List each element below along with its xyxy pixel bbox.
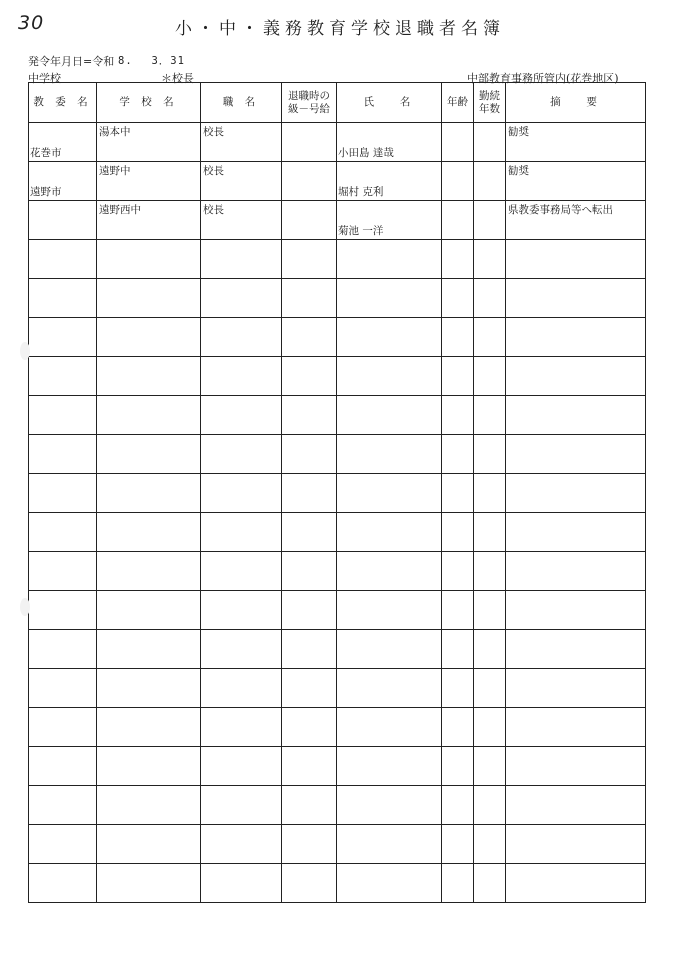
name-cell <box>337 708 442 747</box>
service-cell <box>474 513 506 552</box>
title-cell <box>201 513 282 552</box>
empty-row <box>29 864 646 903</box>
remarks-text: 勧奨 <box>508 126 529 138</box>
name-cell <box>337 201 442 240</box>
empty-row <box>29 552 646 591</box>
empty-row <box>29 240 646 279</box>
grade-cell <box>282 201 337 240</box>
board-cell <box>29 240 97 279</box>
name-cell <box>337 357 442 396</box>
issue-date-value: 8. 3．31 <box>118 55 185 67</box>
school-cell <box>97 435 201 474</box>
empty-row <box>29 669 646 708</box>
header-school: 学 校 名 <box>97 83 201 123</box>
empty-row <box>29 513 646 552</box>
school-cell <box>97 396 201 435</box>
remarks-cell <box>506 318 646 357</box>
board-cell <box>29 279 97 318</box>
header-name: 氏 名 <box>337 83 442 123</box>
name-cell <box>337 279 442 318</box>
school-cell <box>97 630 201 669</box>
office-jurisdiction: 中部教育事務所管内(花巻地区) <box>467 72 619 85</box>
person-name: 小田島 達哉 <box>338 147 394 159</box>
service-cell <box>474 279 506 318</box>
age-cell <box>442 357 474 396</box>
board-cell <box>29 162 97 201</box>
name-cell <box>337 318 442 357</box>
service-cell <box>474 708 506 747</box>
school-cell <box>97 747 201 786</box>
name-cell <box>337 786 442 825</box>
school-cell <box>97 279 201 318</box>
name-cell <box>337 747 442 786</box>
service-cell <box>474 786 506 825</box>
name-cell <box>337 396 442 435</box>
job-title: 校長 <box>203 165 224 177</box>
remarks-cell <box>506 240 646 279</box>
title-cell <box>201 318 282 357</box>
school-cell <box>97 240 201 279</box>
header-service <box>474 83 506 123</box>
remarks-cell <box>506 864 646 903</box>
school-name: 遠野西中 <box>99 204 141 216</box>
board-cell <box>29 747 97 786</box>
title-cell <box>201 786 282 825</box>
person-name: 堀村 克利 <box>338 186 384 198</box>
header-row <box>29 83 646 123</box>
board-cell <box>29 435 97 474</box>
remarks-cell <box>506 825 646 864</box>
grade-cell <box>282 123 337 162</box>
remarks-cell <box>506 201 646 240</box>
age-cell <box>442 240 474 279</box>
document-title: 小・中・義務教育学校退職者名簿 <box>175 19 505 39</box>
empty-row <box>29 396 646 435</box>
board-cell <box>29 123 97 162</box>
table-row <box>29 201 646 240</box>
empty-row <box>29 591 646 630</box>
age-cell <box>442 162 474 201</box>
retirement-roster-table <box>28 82 646 903</box>
service-cell <box>474 591 506 630</box>
remarks-cell <box>506 630 646 669</box>
title-cell <box>201 552 282 591</box>
school-cell <box>97 474 201 513</box>
school-cell <box>97 786 201 825</box>
remarks-cell <box>506 123 646 162</box>
empty-row <box>29 825 646 864</box>
school-name: 湯本中 <box>99 126 131 138</box>
remarks-text: 県教委事務局等へ転出 <box>508 204 613 216</box>
name-cell <box>337 552 442 591</box>
remarks-cell <box>506 786 646 825</box>
grade-cell <box>282 864 337 903</box>
title-cell <box>201 864 282 903</box>
age-cell <box>442 552 474 591</box>
grade-cell <box>282 669 337 708</box>
grade-cell <box>282 591 337 630</box>
name-cell <box>337 162 442 201</box>
person-name: 菊池 一洋 <box>338 225 384 237</box>
age-cell <box>442 708 474 747</box>
service-cell <box>474 552 506 591</box>
title-cell <box>201 669 282 708</box>
grade-cell <box>282 162 337 201</box>
age-cell <box>442 435 474 474</box>
school-cell <box>97 318 201 357</box>
header-service-line1: 勤続 <box>479 89 500 102</box>
name-cell <box>337 123 442 162</box>
title-cell <box>201 396 282 435</box>
age-cell <box>442 279 474 318</box>
empty-row <box>29 318 646 357</box>
remarks-cell <box>506 591 646 630</box>
age-cell <box>442 591 474 630</box>
board-cell <box>29 513 97 552</box>
school-name: 遠野中 <box>99 165 131 177</box>
title-cell <box>201 162 282 201</box>
header-service-line2: 年数 <box>479 102 500 115</box>
board-cell <box>29 825 97 864</box>
service-cell <box>474 435 506 474</box>
header-grade-line1: 退職時の <box>288 89 330 102</box>
title-cell <box>201 825 282 864</box>
remarks-cell <box>506 669 646 708</box>
board-cell <box>29 396 97 435</box>
empty-row <box>29 357 646 396</box>
remarks-text: 勧奨 <box>508 165 529 177</box>
table-row <box>29 162 646 201</box>
table-row <box>29 123 646 162</box>
name-cell <box>337 864 442 903</box>
grade-cell <box>282 240 337 279</box>
age-cell <box>442 123 474 162</box>
school-cell <box>97 708 201 747</box>
empty-row <box>29 279 646 318</box>
remarks-cell <box>506 435 646 474</box>
board-cell <box>29 669 97 708</box>
service-cell <box>474 474 506 513</box>
grade-cell <box>282 279 337 318</box>
scan-artifact <box>20 598 30 616</box>
title-cell <box>201 279 282 318</box>
school-cell <box>97 864 201 903</box>
board-cell <box>29 864 97 903</box>
remarks-cell <box>506 708 646 747</box>
issue-date-label: 発令年月日=令和 <box>28 55 115 68</box>
service-cell <box>474 162 506 201</box>
school-cell <box>97 591 201 630</box>
remarks-cell <box>506 357 646 396</box>
grade-cell <box>282 474 337 513</box>
remarks-cell <box>506 279 646 318</box>
grade-cell <box>282 747 337 786</box>
service-cell <box>474 123 506 162</box>
age-cell <box>442 669 474 708</box>
grade-cell <box>282 825 337 864</box>
job-title: 校長 <box>203 204 224 216</box>
school-cell <box>97 513 201 552</box>
service-cell <box>474 630 506 669</box>
empty-row <box>29 474 646 513</box>
name-cell <box>337 474 442 513</box>
name-cell <box>337 825 442 864</box>
board-cell <box>29 591 97 630</box>
board-cell <box>29 357 97 396</box>
school-cell <box>97 552 201 591</box>
school-cell <box>97 669 201 708</box>
service-cell <box>474 318 506 357</box>
service-cell <box>474 825 506 864</box>
board-cell <box>29 708 97 747</box>
header-remarks: 摘 要 <box>506 83 646 123</box>
remarks-cell <box>506 552 646 591</box>
header-title: 職 名 <box>201 83 282 123</box>
grade-cell <box>282 630 337 669</box>
age-cell <box>442 396 474 435</box>
header-grade <box>282 83 337 123</box>
header-age: 年齢 <box>442 83 474 123</box>
board-cell <box>29 201 97 240</box>
title-cell <box>201 747 282 786</box>
title-cell <box>201 240 282 279</box>
remarks-cell <box>506 162 646 201</box>
title-cell <box>201 357 282 396</box>
board-cell <box>29 318 97 357</box>
header-grade-line2: 級－号給 <box>288 102 330 115</box>
grade-cell <box>282 396 337 435</box>
grade-cell <box>282 708 337 747</box>
age-cell <box>442 201 474 240</box>
service-cell <box>474 669 506 708</box>
title-cell <box>201 123 282 162</box>
age-cell <box>442 747 474 786</box>
name-cell <box>337 513 442 552</box>
title-cell <box>201 708 282 747</box>
grade-cell <box>282 318 337 357</box>
header-board: 教 委 名 <box>29 83 97 123</box>
board-cell <box>29 786 97 825</box>
grade-cell <box>282 435 337 474</box>
remarks-cell <box>506 474 646 513</box>
service-cell <box>474 864 506 903</box>
age-cell <box>442 513 474 552</box>
service-cell <box>474 396 506 435</box>
name-cell <box>337 240 442 279</box>
service-cell <box>474 747 506 786</box>
job-title: 校長 <box>203 126 224 138</box>
school-cell <box>97 123 201 162</box>
empty-row <box>29 786 646 825</box>
age-cell <box>442 786 474 825</box>
empty-row <box>29 747 646 786</box>
age-cell <box>442 474 474 513</box>
service-cell <box>474 357 506 396</box>
board-cell <box>29 474 97 513</box>
age-cell <box>442 630 474 669</box>
empty-row <box>29 435 646 474</box>
service-cell <box>474 240 506 279</box>
name-cell <box>337 630 442 669</box>
grade-cell <box>282 786 337 825</box>
board-cell <box>29 630 97 669</box>
title-cell <box>201 435 282 474</box>
board-cell <box>29 552 97 591</box>
remarks-cell <box>506 396 646 435</box>
grade-cell <box>282 513 337 552</box>
position-note: ＊校長 <box>161 72 194 85</box>
empty-row <box>29 630 646 669</box>
roster-body <box>29 123 646 903</box>
grade-cell <box>282 357 337 396</box>
school-cell <box>97 201 201 240</box>
board-name: 遠野市 <box>30 186 62 198</box>
school-cell <box>97 162 201 201</box>
school-cell <box>97 357 201 396</box>
school-cell <box>97 825 201 864</box>
board-name: 花巻市 <box>30 147 62 159</box>
name-cell <box>337 435 442 474</box>
age-cell <box>442 318 474 357</box>
name-cell <box>337 591 442 630</box>
age-cell <box>442 825 474 864</box>
empty-row <box>29 708 646 747</box>
title-cell <box>201 591 282 630</box>
title-cell <box>201 474 282 513</box>
service-cell <box>474 201 506 240</box>
school-type: 中学校 <box>28 72 61 85</box>
title-cell <box>201 201 282 240</box>
remarks-cell <box>506 513 646 552</box>
grade-cell <box>282 552 337 591</box>
name-cell <box>337 669 442 708</box>
title-cell <box>201 630 282 669</box>
age-cell <box>442 864 474 903</box>
page-number: 30 <box>18 12 45 34</box>
scan-artifact <box>20 342 30 360</box>
remarks-cell <box>506 747 646 786</box>
